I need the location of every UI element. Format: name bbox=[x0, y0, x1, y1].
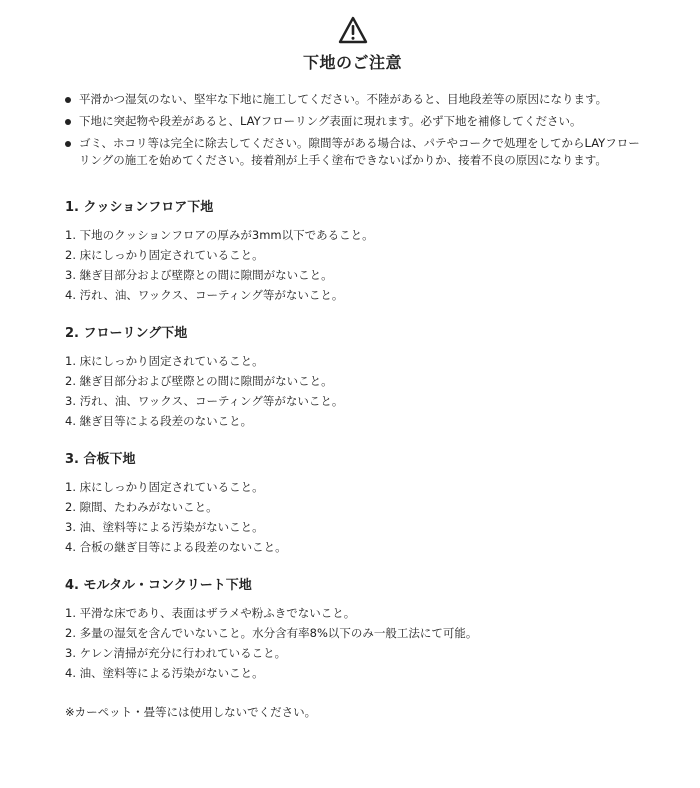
list-item: 3. ケレン清掃が充分に行われていること。 bbox=[65, 646, 287, 660]
note-item bbox=[65, 113, 640, 130]
list-item: 2. 隙間、たわみがないこと。 bbox=[65, 500, 218, 514]
note-item bbox=[65, 91, 640, 108]
section-items bbox=[65, 477, 640, 557]
note-text: 下地に突起物や段差があると、LAYフローリング表面に現れます。必ず下地を補修してください。 bbox=[79, 114, 582, 128]
notes-list bbox=[65, 91, 640, 169]
bullet-icon bbox=[65, 141, 71, 147]
section-items bbox=[65, 225, 640, 305]
section-title: 2. フローリング下地 bbox=[65, 326, 188, 341]
list-item: 3. 汚れ、油、ワックス、コーティング等がないこと。 bbox=[65, 394, 344, 408]
list-item: 1. 平滑な床であり、表面はザラメや粉ふきでないこと。 bbox=[65, 606, 356, 620]
section-title: 4. モルタル・コンクリート下地 bbox=[65, 578, 252, 593]
bullet-icon bbox=[65, 97, 71, 103]
list-item: 4. 合板の継ぎ目等による段差のないこと。 bbox=[65, 540, 287, 554]
list-item: 1. 床にしっかり固定されていること。 bbox=[65, 480, 264, 494]
section-items bbox=[65, 603, 640, 683]
list-item: 1. 下地のクッションフロアの厚みが3mm以下であること。 bbox=[65, 228, 374, 242]
note-item bbox=[65, 135, 640, 169]
section-mortar-concrete bbox=[65, 577, 640, 683]
list-item: 4. 継ぎ目等による段差のないこと。 bbox=[65, 414, 253, 428]
list-item: 1. 床にしっかり固定されていること。 bbox=[65, 354, 264, 368]
warning-header bbox=[65, 16, 640, 44]
note-text: ゴミ、ホコリ等は完全に除去してください。隙間等がある場合は、パテやコークで処理をしてからLAYフローリングの施工を始めてください。接着剤が上手く塗布できないばかりか、接着不良の原因になります。 bbox=[79, 136, 640, 167]
section-plywood bbox=[65, 451, 640, 557]
list-item: 3. 油、塗料等による汚染がないこと。 bbox=[65, 520, 264, 534]
bullet-icon bbox=[65, 119, 71, 125]
page-title: 下地のご注意 bbox=[302, 53, 402, 72]
note-text: 平滑かつ湿気のない、堅牢な下地に施工してください。不陸があると、目地段差等の原因になります。 bbox=[79, 92, 608, 106]
section-flooring bbox=[65, 325, 640, 431]
list-item: 4. 汚れ、油、ワックス、コーティング等がないこと。 bbox=[65, 288, 344, 302]
list-item: 4. 油、塗料等による汚染がないこと。 bbox=[65, 666, 264, 680]
section-cushion-floor bbox=[65, 199, 640, 305]
footnote: ※カーペット・畳等には使用しないでください。 bbox=[65, 705, 317, 719]
section-title: 1. クッションフロア下地 bbox=[65, 200, 214, 215]
section-title: 3. 合板下地 bbox=[65, 452, 136, 467]
list-item: 2. 床にしっかり固定されていること。 bbox=[65, 248, 264, 262]
warning-triangle-icon bbox=[338, 16, 368, 44]
section-items bbox=[65, 351, 640, 431]
list-item: 3. 継ぎ目部分および壁際との間に隙間がないこと。 bbox=[65, 268, 333, 282]
list-item: 2. 多量の湿気を含んでいないこと。水分含有率8%以下のみ一般工法にて可能。 bbox=[65, 626, 478, 640]
list-item: 2. 継ぎ目部分および壁際との間に隙間がないこと。 bbox=[65, 374, 333, 388]
